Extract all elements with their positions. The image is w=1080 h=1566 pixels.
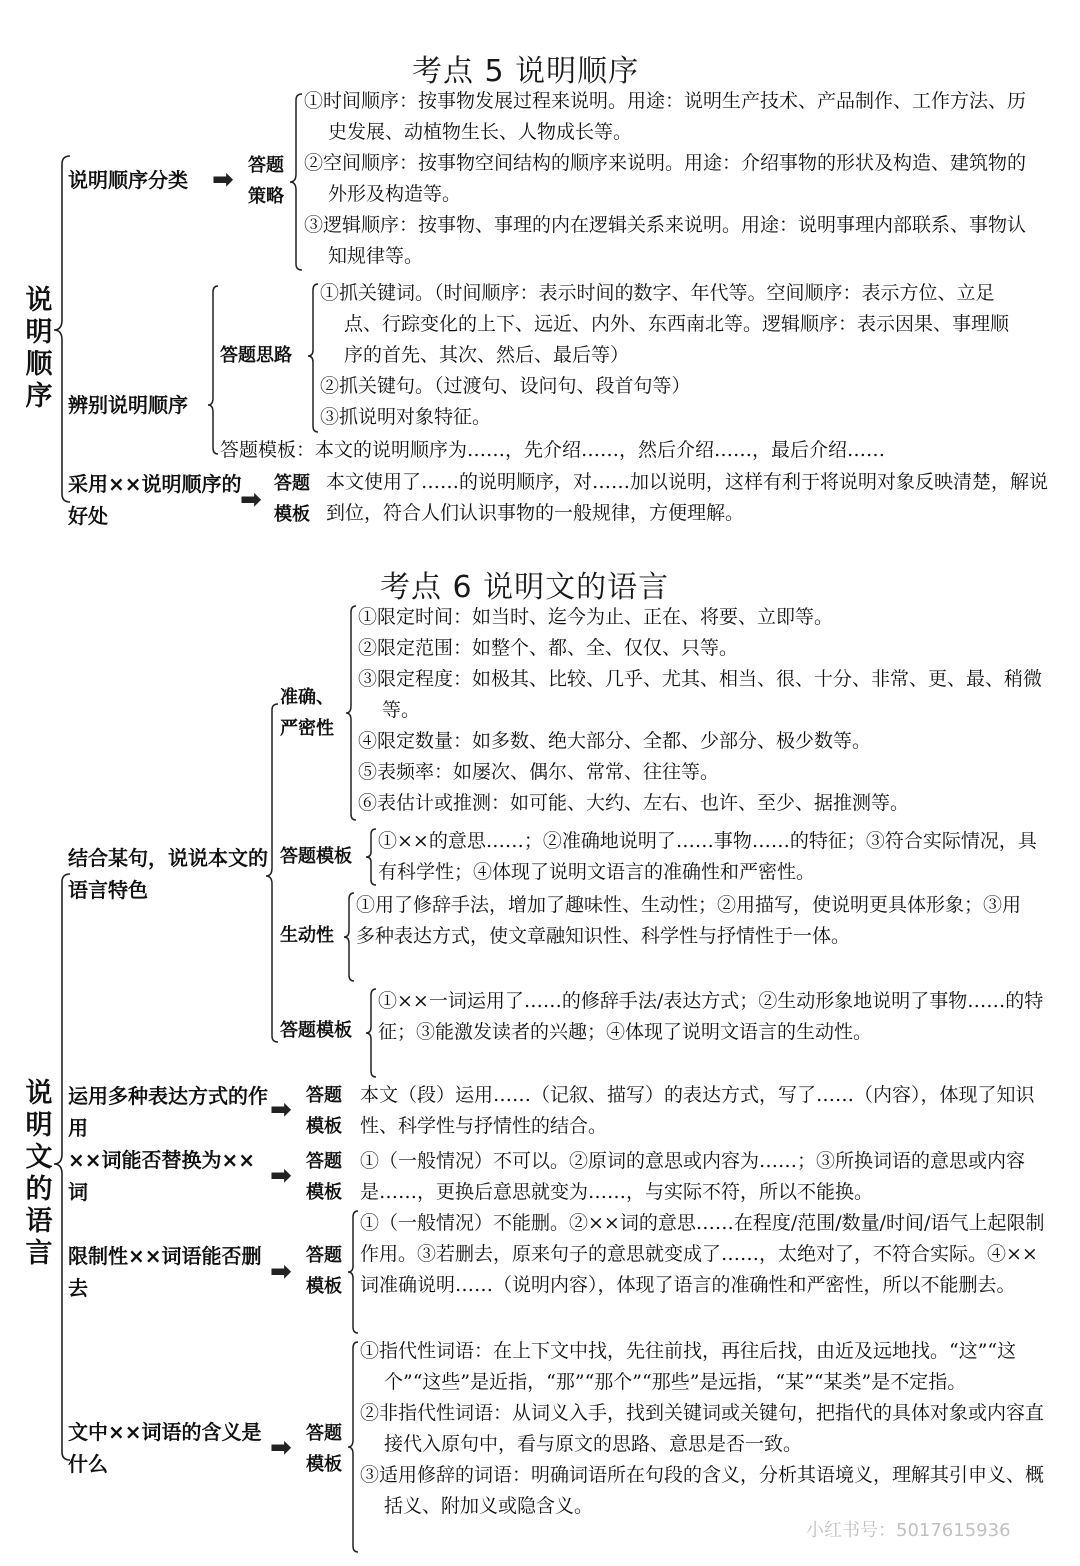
meaning-item: ①指代性词语：在上下文中找，先往前找，再往后找，由近及远地找。“这”“这个”“这些”是近指，“那”“那个”“那些”是远指，“某”“某类”是不定指。 [360, 1340, 1017, 1393]
section6-title: 考点 6 说明文的语言 [380, 570, 670, 605]
delete-brace [346, 1208, 360, 1336]
meaning-brace [346, 1338, 360, 1556]
identify-label: 辨别说明顺序 [68, 393, 188, 417]
classify-brace [288, 90, 304, 274]
classify-label: 说明顺序分类 [68, 168, 188, 192]
benefit-arrow-icon: ➡ [240, 485, 262, 515]
benefit-text: 本文使用了……的说明顺序，对……加以说明，这样有利于将说明对象反映清楚，解说到位，符合人们认识事物的一般规律，方便理解。 [326, 471, 1049, 524]
delete-template-label: 答题模板 [306, 1245, 342, 1297]
accuracy-item: ②限定范围：如整个、都、全、仅仅、只等。 [358, 637, 739, 659]
accuracy-items [358, 602, 1048, 819]
identify-thinking-label: 答题思路 [220, 345, 292, 366]
classify-arrow-icon: ➡ [212, 165, 234, 195]
replace-arrow-icon: ➡ [270, 1161, 292, 1191]
replace-template-label: 答题模板 [306, 1151, 342, 1203]
expression-template-label: 答题模板 [306, 1085, 342, 1137]
template2-label: 答题模板 [280, 1020, 352, 1041]
classify-item: ①时间顺序：按事物发展过程来说明。用途：说明生产技术、产品制作、工作方法、历史发展、动植物生长、人物成长等。 [304, 90, 1027, 143]
accuracy-item: ⑤表频率：如屡次、偶尔、常常、往往等。 [358, 761, 720, 783]
meaning-item: ②非指代性词语：从词义入手，找到关键词或关键句，把指代的具体对象或内容直接代入原句中，看与原文的思路、意思是否一致。 [360, 1402, 1045, 1455]
delete-label: 限制性××词语能否删去 [68, 1244, 262, 1300]
accuracy-item: ①限定时间：如当时、迄今为止、正在、将要、立即等。 [358, 606, 834, 628]
expression-text: 本文（段）运用……（记叙、描写）的表达方式，写了……（内容），体现了知识性、科学性与抒情性的结合。 [360, 1084, 1035, 1137]
thinking-brace [306, 280, 320, 436]
identify-template: 答题模板：本文的说明顺序为……，先介绍……，然后介绍……，最后介绍…… [220, 439, 886, 461]
feature-label: 结合某句，说说本文的语言特色 [68, 846, 268, 902]
template2-brace [364, 986, 378, 1080]
identify-thinking-items [320, 278, 1020, 433]
benefit-label: 采用××说明顺序的好处 [68, 472, 242, 528]
accuracy-item: ③限定程度：如极其、比较、几乎、尤其、相当、很、十分、非常、更、最、稍微等。 [358, 668, 1043, 721]
feature-brace [264, 700, 280, 1046]
accuracy-label: 准确、严密性 [280, 687, 334, 739]
template1-brace [364, 826, 378, 888]
expression-arrow-icon: ➡ [270, 1095, 292, 1125]
meaning-items [360, 1336, 1048, 1522]
vivid-text: ①用了修辞手法，增加了趣味性、生动性；②用描写，使说明更具体形象；③用多种表达方式，使文章融知识性、科学性与抒情性于一体。 [356, 894, 1022, 947]
delete-arrow-icon: ➡ [270, 1257, 292, 1287]
expression-label: 运用多种表达方式的作用 [68, 1084, 268, 1140]
template1-label: 答题模板 [280, 846, 352, 867]
section5-title: 考点 5 说明顺序 [412, 54, 640, 89]
meaning-item: ③适用修辞的词语：明确词语所在句段的含义，分析其语境义，理解其引申义、概括义、附加义或隐含义。 [360, 1464, 1045, 1517]
section5-root-label: 说明顺序 [25, 285, 53, 412]
classify-item: ③逻辑顺序：按事物、事理的内在逻辑关系来说明。用途：说明事理内部联系、事物认知规律等。 [304, 214, 1027, 267]
template1-text: ①××的意思……；②准确地说明了……事物……的特征；③符合实际情况，具有科学性；④体现了说明文语言的准确性和严密性。 [378, 830, 1037, 883]
accuracy-brace [344, 602, 358, 824]
thinking-item: ③抓说明对象特征。 [320, 406, 492, 428]
replace-label: ××词能否替换为××词 [68, 1148, 256, 1204]
section5-root-brace [50, 150, 74, 510]
classify-strategy-label: 答题策略 [248, 155, 284, 207]
accuracy-item: ④限定数量：如多数、绝大部分、全都、少部分、极少数等。 [358, 730, 872, 752]
meaning-arrow-icon: ➡ [270, 1433, 292, 1463]
section6-root-label: 说明文的语言 [25, 1078, 53, 1269]
meaning-template-label: 答题模板 [306, 1423, 342, 1475]
accuracy-item: ⑥表估计或推测：如可能、大约、左右、也许、至少、据推测等。 [358, 792, 910, 814]
replace-text: ①（一般情况）不可以。②原词的意思或内容为……；③所换词语的意思或内容是……，更换后意思就变为……，与实际不符，所以不能换。 [360, 1150, 1026, 1203]
watermark: 小红书号：5017615936 [806, 1520, 1011, 1541]
template2-text: ①××一词运用了……的修辞手法/表达方式；②生动形象地说明了事物……的特征；③能激发读者的兴趣；④体现了说明文语言的生动性。 [378, 990, 1044, 1043]
delete-text: ①（一般情况）不能删。②××词的意思……在程度/范围/数量/时间/语气上起限制作用。③若删去，原来句子的意思就变成了……，太绝对了，不符合实际。④××词准确说明……（说明内容），体现了语言的准确性和严密性，所以不能删去。 [360, 1212, 1045, 1296]
classify-items [304, 86, 1044, 272]
benefit-template-label: 答题模板 [274, 473, 310, 525]
thinking-item: ①抓关键词。（时间顺序：表示时间的数字、年代等。空间顺序：表示方位、立足点、行踪变化的上下、远近、内外、东西南北等。逻辑顺序：表示因果、事理顺序的首先、其次、然后、最后等） [320, 282, 1010, 366]
vivid-label: 生动性 [280, 925, 334, 946]
identify-brace [206, 282, 220, 458]
thinking-item: ②抓关键句。（过渡句、设问句、段首句等） [320, 375, 691, 397]
vivid-brace [342, 890, 356, 984]
classify-item: ②空间顺序：按事物空间结构的顺序来说明。用途：介绍事物的形状及构造、建筑物的外形及构造等。 [304, 152, 1027, 205]
meaning-label: 文中××词语的含义是什么 [68, 1420, 262, 1476]
